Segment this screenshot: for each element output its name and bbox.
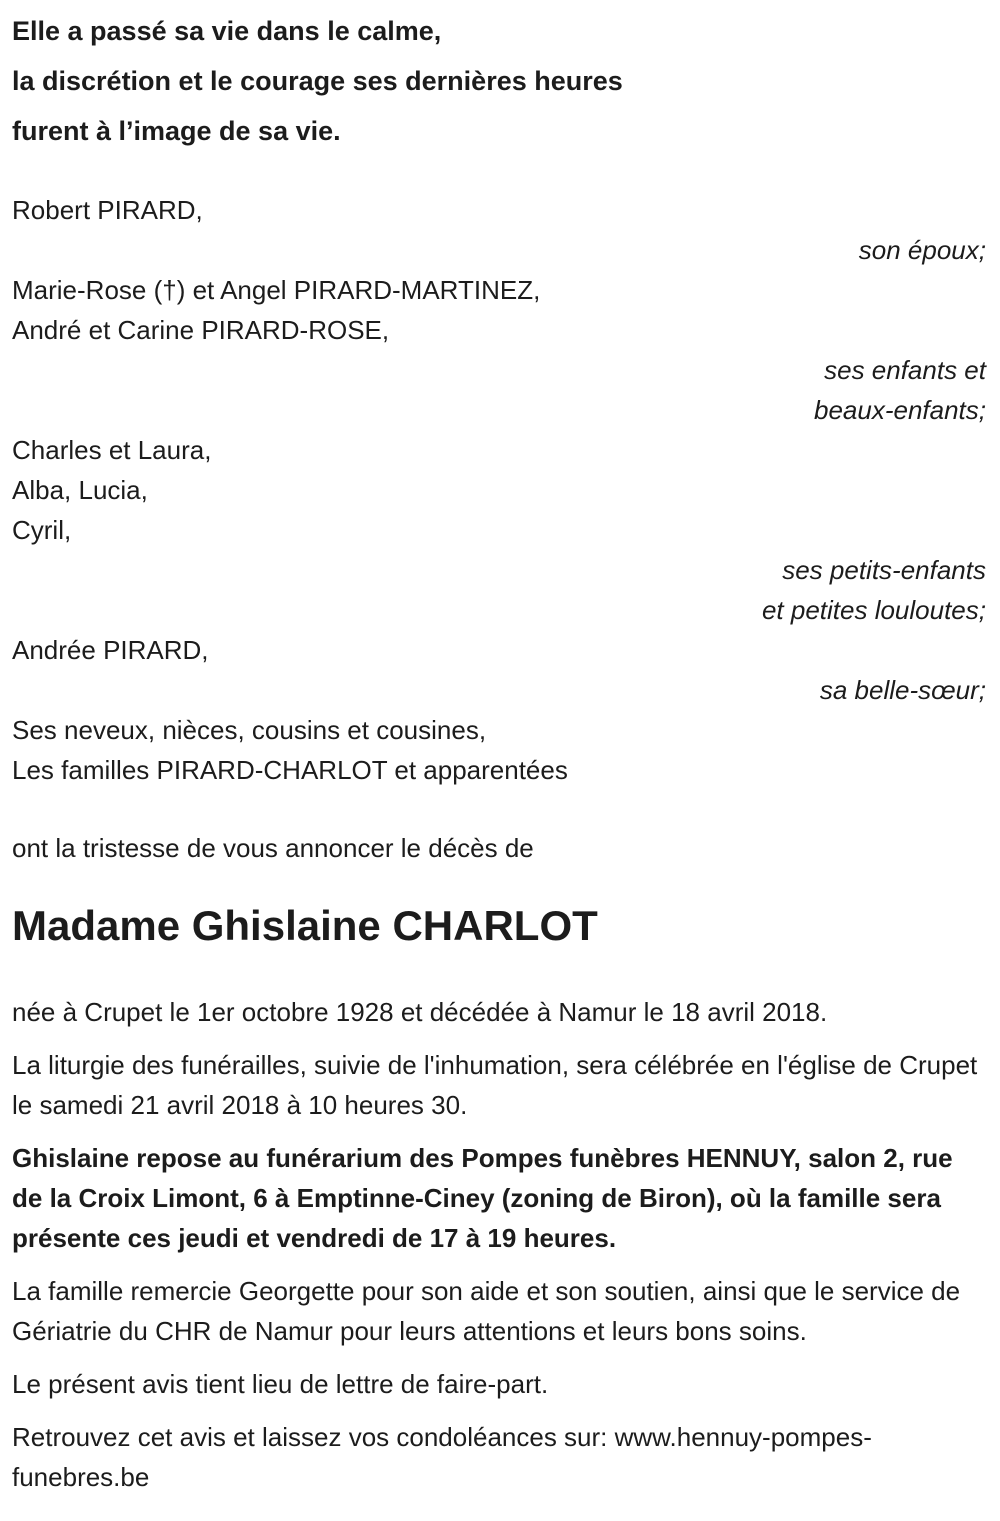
mourner-relation: son époux;: [858, 235, 986, 265]
mourner-name: Andrée PIRARD,: [12, 635, 209, 665]
announcement-line: ont la tristesse de vous annoncer le décès de: [12, 833, 534, 863]
epigraph-line: la discrétion et le courage ses dernières heures: [12, 66, 623, 96]
mourner-name: Alba, Lucia,: [12, 475, 148, 505]
deceased-name-heading: Madame Ghislaine CHARLOT: [12, 902, 598, 949]
mourner-name: Robert PIRARD,: [12, 195, 203, 225]
birth-death-line: née à Crupet le 1er octobre 1928 et décédée à Namur le 18 avril 2018.: [12, 997, 828, 1027]
ceremony-paragraph: La liturgie des funérailles, suivie de l'inhumation, sera célébrée en l'église de Crupet le samedi 21 avril 2018 à 10 heures 30.: [12, 1050, 978, 1120]
faire-part-line: Le présent avis tient lieu de lettre de faire-part.: [12, 1369, 549, 1399]
family-line: Les familles PIRARD-CHARLOT et apparentées: [12, 755, 568, 785]
epigraph-line: Elle a passé sa vie dans le calme,: [12, 16, 442, 46]
mourner-name: Cyril,: [12, 515, 72, 545]
mourner-relation: ses petits-enfants: [782, 555, 986, 585]
notice-body: [12, 992, 986, 1497]
mourner-name: Marie-Rose (†) et Angel PIRARD-MARTINEZ,: [12, 275, 541, 305]
mourner-relation: ses enfants et: [824, 355, 986, 385]
epigraph-line: furent à l’image de sa vie.: [12, 116, 341, 146]
mourner-relation: sa belle-sœur;: [819, 675, 986, 705]
funerarium-paragraph: Ghislaine repose au funérarium des Pompes funèbres HENNUY, salon 2, rue de la Croix Limont, 6 à Emptinne-Ciney (zoning de Biron), où la famille sera présente ces jeudi et vendredi de 17 à 19 heures.: [12, 1143, 953, 1253]
thanks-paragraph: La famille remercie Georgette pour son aide et son soutien, ainsi que le service de Gériatrie du CHR de Namur pour leurs attentions et leurs bons soins.: [12, 1276, 961, 1346]
mourners-list: [12, 190, 986, 790]
mourner-name: André et Carine PIRARD-ROSE,: [12, 315, 390, 345]
mourner-relation: et petites louloutes;: [761, 595, 986, 625]
condolences-website-line: Retrouvez cet avis et laissez vos condoléances sur: www.hennuy-pompes-funebres.be: [12, 1422, 872, 1492]
epigraph: [12, 6, 986, 156]
mourner-name: Charles et Laura,: [12, 435, 212, 465]
mourner-relation: beaux-enfants;: [813, 395, 986, 425]
family-line: Ses neveux, nièces, cousins et cousines,: [12, 715, 487, 745]
